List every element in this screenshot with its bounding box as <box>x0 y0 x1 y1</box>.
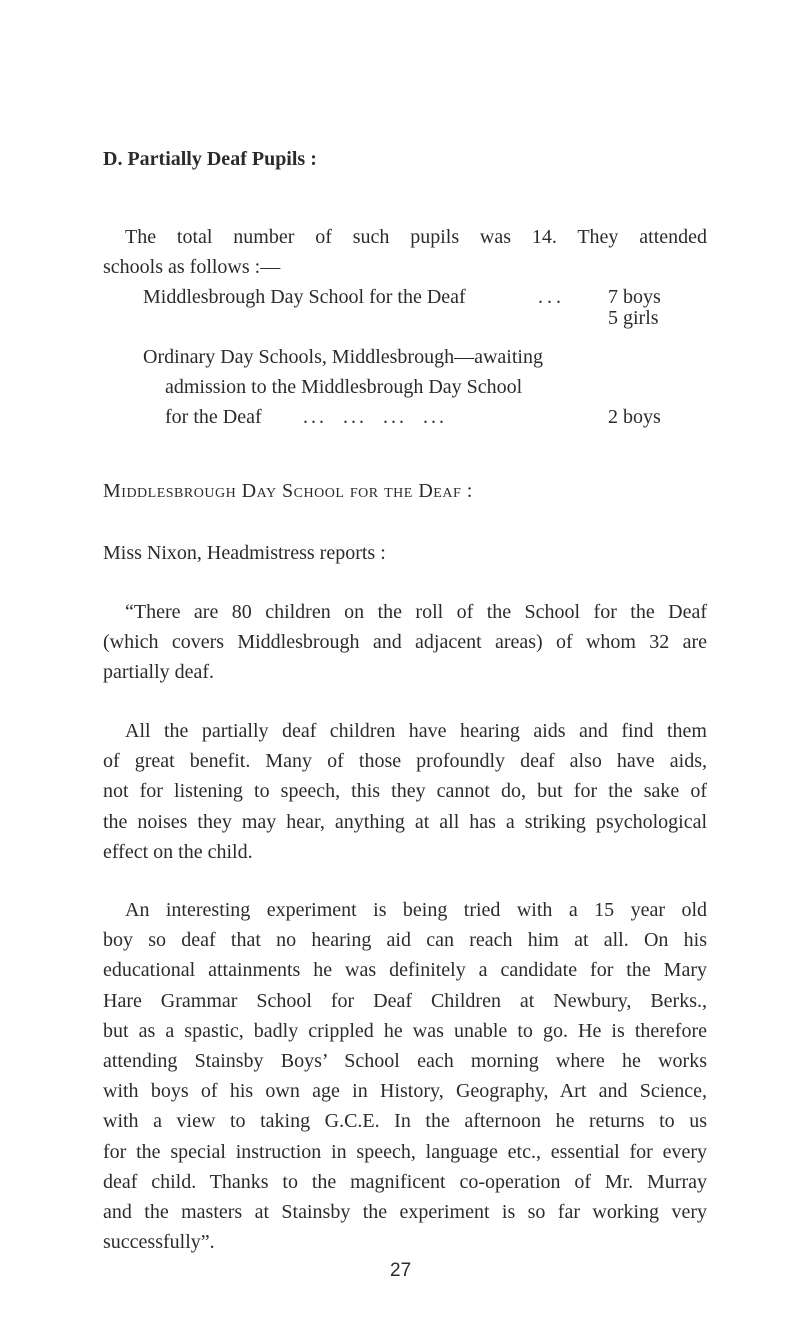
paragraph-line: the noises they may hear, anything at all has a striking psychological <box>103 810 707 833</box>
reporter-line: Miss Nixon, Headmistress reports : <box>103 542 386 564</box>
dot-leader: ... <box>538 286 565 308</box>
report-paragraph <box>103 716 707 867</box>
paragraph-line: attending Stainsby Boys’ School each morning where he works <box>103 1050 707 1073</box>
paragraph-line: educational attainments he was definitely a candidate for the Mary <box>103 959 707 982</box>
paragraph-line: boy so deaf that no hearing aid can reach him at all. On his <box>103 929 707 952</box>
paragraph-line: and the masters at Stainsby the experiment is so far working very <box>103 1201 707 1224</box>
intro-line: schools as follows :— <box>103 256 281 279</box>
paragraph-line: with a view to taking G.C.E. In the afternoon he returns to us <box>103 1110 707 1133</box>
intro-line: The total number of such pupils was 14. They attended <box>125 226 707 248</box>
paragraph-line: successfully”. <box>103 1231 215 1254</box>
school-name-ordinary-line: for the Deaf <box>165 406 262 428</box>
paragraph-line: An interesting experiment is being tried with a 15 year old <box>125 899 707 921</box>
intro-paragraph <box>103 222 707 282</box>
count-boys: 2 boys <box>608 406 661 428</box>
paragraph-line: of great benefit. Many of those profoundly deaf also have aids, <box>103 750 707 773</box>
paragraph-line: (which covers Middlesbrough and adjacent areas) of whom 32 are <box>103 631 707 654</box>
count-girls: 5 girls <box>608 307 659 329</box>
paragraph-line: All the partially deaf children have hearing aids and find them <box>125 720 707 742</box>
paragraph-line: deaf child. Thanks to the magnificent co-operation of Mr. Murray <box>103 1170 707 1193</box>
report-paragraph <box>103 597 707 688</box>
paragraph-line: but as a spastic, badly crippled he was unable to go. He is therefore <box>103 1019 707 1042</box>
paragraph-line: not for listening to speech, this they cannot do, but for the sake of <box>103 780 707 803</box>
page-number: 27 <box>390 1260 412 1281</box>
school-name-ordinary-line: admission to the Middlesbrough Day School <box>165 376 523 398</box>
paragraph-line: partially deaf. <box>103 661 215 684</box>
paragraph-line: with boys of his own age in History, Geography, Art and Science, <box>103 1080 707 1103</box>
dot-leader: ... ... ... ... <box>303 406 447 428</box>
section-heading: D. Partially Deaf Pupils : <box>103 148 317 170</box>
paragraph-line: Hare Grammar School for Deaf Children at Newbury, Berks., <box>103 989 707 1012</box>
paragraph-line: “There are 80 children on the roll of the School for the Deaf <box>125 601 707 623</box>
paragraph-line: effect on the child. <box>103 840 253 863</box>
count-boys: 7 boys <box>608 286 661 308</box>
subsection-heading: Middlesbrough Day School for the Deaf : <box>103 480 473 502</box>
paragraph-line: for the special instruction in speech, language etc., essential for every <box>103 1140 707 1163</box>
report-paragraph <box>103 895 707 1257</box>
school-name-middlesbrough-deaf: Middlesbrough Day School for the Deaf <box>143 286 466 308</box>
school-name-ordinary-line: Ordinary Day Schools, Middlesbrough—awaiting <box>143 346 543 368</box>
